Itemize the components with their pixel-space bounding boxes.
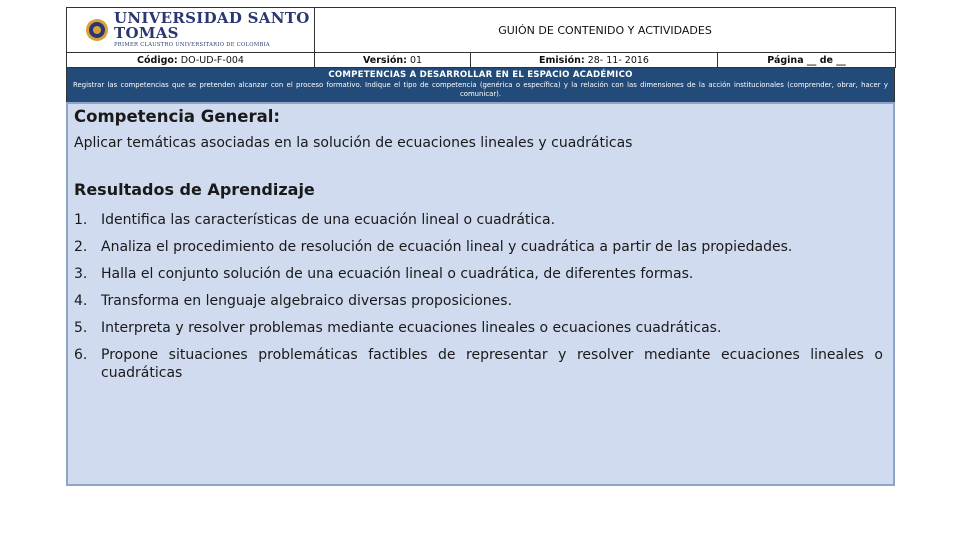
code-value: DO-UD-F-004 — [180, 54, 244, 66]
emission-value: 28- 11- 2016 — [587, 54, 649, 66]
list-item — [74, 238, 883, 256]
list-item — [74, 211, 883, 229]
learning-outcomes-heading: Resultados de Aprendizaje — [74, 180, 315, 199]
list-item-text: Transforma en lenguaje algebraico diversas proposiciones. — [101, 293, 513, 309]
version-cell — [315, 53, 471, 68]
code-label: Código: — [137, 54, 178, 66]
general-competency-text: Aplicar temáticas asociadas en la solución de ecuaciones lineales y cuadráticas — [74, 135, 633, 151]
list-item-text: Halla el conjunto solución de una ecuación lineal o cuadrática, de diferentes formas. — [101, 266, 694, 282]
learning-outcomes-list — [74, 211, 883, 382]
list-item-number: 5. — [74, 320, 88, 336]
list-item — [74, 265, 883, 283]
list-item — [74, 319, 883, 337]
list-item — [74, 346, 883, 382]
list-item-text: Analiza el procedimiento de resolución de ecuación lineal y cuadrática a partir de las propiedades. — [101, 239, 793, 255]
document-title: GUIÓN DE CONTENIDO Y ACTIVIDADES — [315, 8, 896, 53]
list-item-number: 2. — [74, 239, 88, 255]
page-cell — [718, 53, 896, 68]
competencies-description: Registrar las competencias que se pretenden alcanzar con el proceso formativo. Indique el tipo de competencia (genérica o específica) y la relación con las dimensiones de la acción institucionales (comprender, obrar, hacer y comunicar). — [73, 81, 888, 98]
document-frame — [66, 7, 895, 486]
list-item-text: Interpreta y resolver problemas mediante ecuaciones lineales o ecuaciones cuadráticas. — [101, 320, 722, 336]
code-cell — [67, 53, 315, 68]
list-item-text: Propone situaciones problemáticas factibles de representar y resolver mediante ecuaciones lineales o cuadráticas — [101, 347, 883, 381]
list-item — [74, 292, 883, 310]
list-item-number: 1. — [74, 212, 88, 228]
competencies-bar — [66, 68, 895, 102]
content-box — [66, 102, 895, 486]
list-item-number: 4. — [74, 293, 88, 309]
emission-cell — [471, 53, 718, 68]
list-item-number: 3. — [74, 266, 88, 282]
competencies-title: COMPETENCIAS A DESARROLLAR EN EL ESPACIO ACADÉMICO — [328, 70, 633, 80]
list-item-number: 6. — [74, 347, 88, 363]
university-name: UNIVERSIDAD SANTO TOMAS — [114, 9, 310, 43]
university-seal-icon — [85, 18, 109, 42]
header-table — [66, 7, 896, 68]
logo-cell — [67, 8, 315, 53]
version-label: Versión: — [362, 54, 407, 66]
university-tagline: PRIMER CLAUSTRO UNIVERSITARIO DE COLOMBIA — [114, 42, 270, 49]
university-logo — [67, 8, 314, 52]
page-label: Página __ de __ — [767, 54, 846, 66]
general-competency-heading: Competencia General: — [74, 107, 280, 126]
version-value: 01 — [409, 54, 423, 66]
emission-label: Emisión: — [539, 54, 585, 66]
list-item-text: Identifica las características de una ecuación lineal o cuadrática. — [101, 212, 556, 228]
